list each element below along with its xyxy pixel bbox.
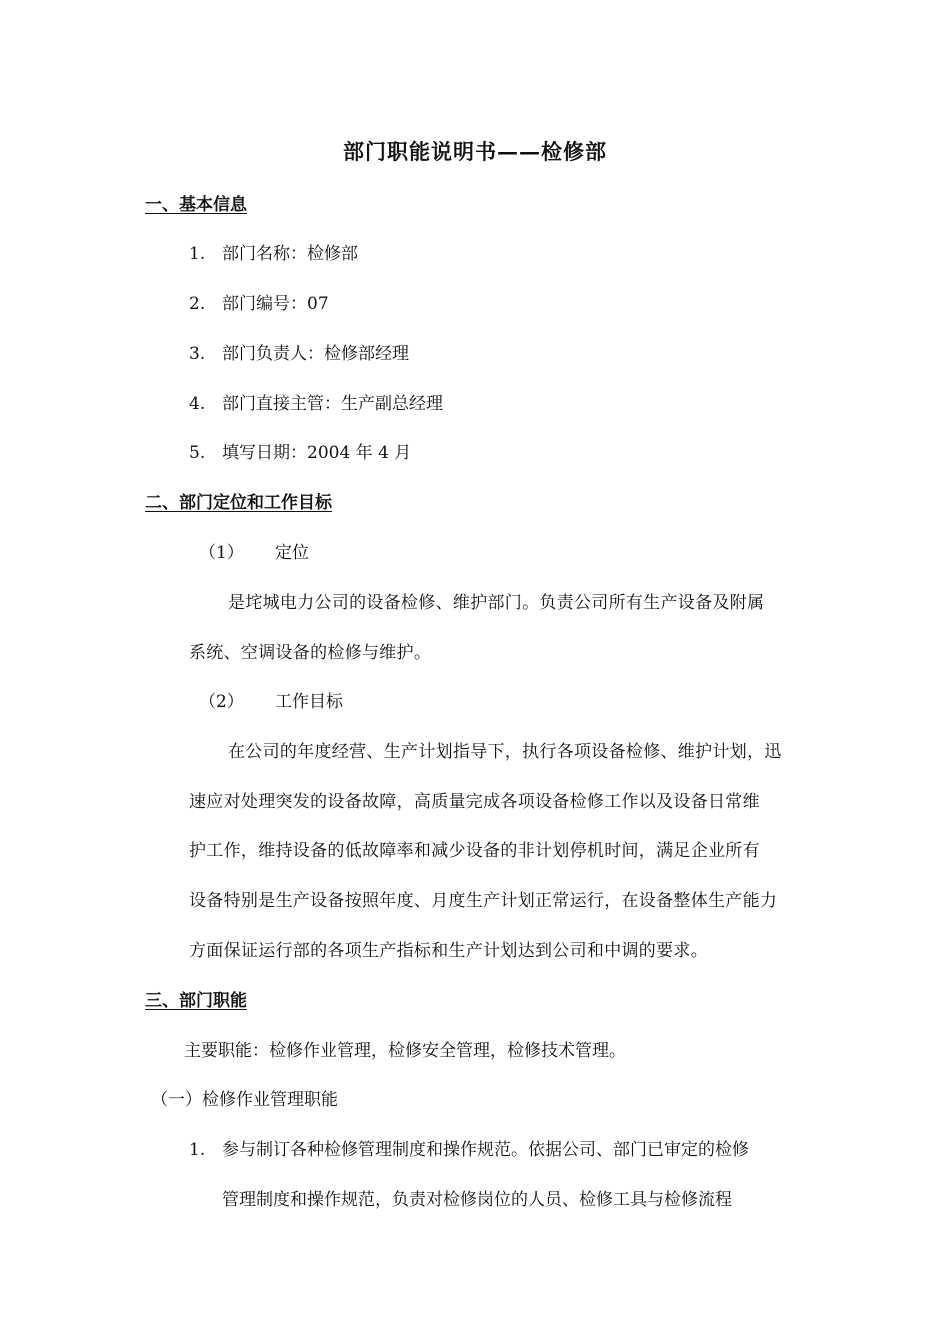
basic-info-item	[189, 239, 358, 264]
item-number: 4.	[189, 394, 206, 414]
subsection-maintenance-ops: （一）检修作业管理职能	[151, 1090, 338, 1110]
basic-info-item	[189, 289, 329, 314]
item-number: 1.	[189, 1140, 206, 1160]
item-text: 部门名称：检修部	[222, 244, 358, 264]
paragraph-line: 在公司的年度经营、生产计划指导下，执行各项设备检修、维护计划，迅	[228, 742, 782, 762]
basic-info-item	[189, 438, 411, 463]
main-functions: 主要职能：检修作业管理，检修安全管理，检修技术管理。	[184, 1041, 626, 1061]
document-title: 部门职能说明书——检修部	[343, 139, 607, 164]
subsection-label: 定位	[275, 543, 309, 563]
item-number: 1.	[189, 244, 206, 264]
paragraph-line: 设备特别是生产设备按照年度、月度生产计划正常运行，在设备整体生产能力	[189, 891, 778, 911]
subsection-work-goals	[199, 687, 343, 712]
function-item-continuation: 管理制度和操作规范，负责对检修岗位的人员、检修工具与检修流程	[222, 1190, 732, 1210]
item-text: 部门直接主管：生产副总经理	[222, 394, 443, 414]
item-number: 3.	[189, 344, 206, 364]
item-text: 部门编号：07	[222, 294, 329, 314]
section-functions-heading: 三、部门职能	[145, 991, 247, 1011]
item-text: 填写日期：2004 年 4 月	[222, 443, 412, 463]
item-number: 5.	[189, 443, 206, 463]
subsection-number: （2）	[199, 692, 244, 712]
item-number: 2.	[189, 294, 206, 314]
paragraph-line: 系统、空调设备的检修与维护。	[189, 643, 432, 663]
basic-info-item	[189, 389, 443, 414]
subsection-positioning	[199, 538, 309, 563]
basic-info-item	[189, 339, 409, 364]
function-item	[189, 1135, 749, 1160]
subsection-label: 工作目标	[275, 692, 343, 712]
item-text: 参与制订各种检修管理制度和操作规范。依据公司、部门已审定的检修	[222, 1140, 749, 1160]
subsection-number: （1）	[199, 543, 244, 563]
paragraph-line: 速应对处理突发的设备故障，高质量完成各项设备检修工作以及设备日常维	[189, 792, 760, 812]
section-positioning-heading: 二、部门定位和工作目标	[145, 493, 332, 513]
paragraph-line: 是垞城电力公司的设备检修、维护部门。负责公司所有生产设备及附属	[228, 593, 765, 613]
section-basic-info-heading: 一、基本信息	[145, 195, 247, 215]
paragraph-line: 方面保证运行部的各项生产指标和生产计划达到公司和中调的要求。	[189, 941, 708, 961]
item-text: 部门负责人：检修部经理	[222, 344, 409, 364]
paragraph-line: 护工作，维持设备的低故障率和减少设备的非计划停机时间，满足企业所有	[189, 841, 760, 861]
